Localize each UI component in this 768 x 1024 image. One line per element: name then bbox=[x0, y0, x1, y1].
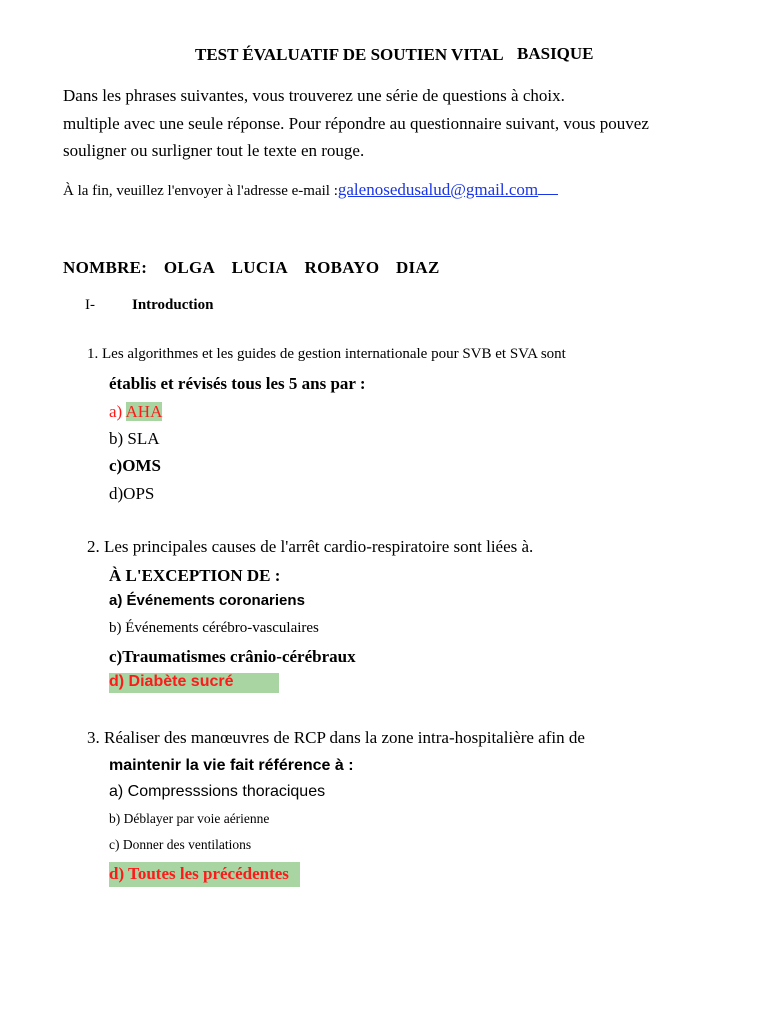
student-name-line bbox=[63, 258, 452, 278]
title-overlap-text: BASIQUE bbox=[517, 44, 594, 63]
question-2-option-a: a) Événements coronariens bbox=[109, 592, 305, 609]
question-2-line-2: À L'EXCEPTION DE : bbox=[109, 566, 281, 585]
email-underline-tail bbox=[538, 180, 558, 195]
question-3-line-2: maintenir la vie fait référence à : bbox=[109, 757, 354, 774]
intro-line-2: multiple avec une seule réponse. Pour répondre au questionnaire suivant, vous pouvez bbox=[63, 114, 649, 133]
question-3-option-a: a) Compresssions thoraciques bbox=[109, 783, 326, 800]
intro-line-3: souligner ou surligner tout le texte en rouge. bbox=[63, 141, 365, 160]
document-title bbox=[195, 44, 594, 65]
question-1-option-c: c)OMS bbox=[109, 456, 161, 475]
email-prefix: À la fin, veuillez l'envoyer à l'adresse e-mail : bbox=[63, 183, 338, 199]
name-third: ROBAYO bbox=[304, 258, 380, 277]
question-3-option-d: d) Toutes les précédentes bbox=[109, 862, 300, 887]
email-link[interactable]: galenosedusalud@gmail.com bbox=[337, 180, 539, 199]
name-first: OLGA bbox=[163, 258, 216, 277]
question-1-option-a bbox=[109, 402, 162, 422]
question-2-option-b: b) Événements cérébro-vasculaires bbox=[109, 620, 319, 636]
name-fourth: DIAZ bbox=[395, 258, 440, 277]
section-title: Introduction bbox=[132, 297, 214, 313]
question-1-option-d: d)OPS bbox=[109, 484, 155, 503]
title-text: TEST ÉVALUATIF DE SOUTIEN VITAL bbox=[195, 45, 504, 64]
answer-highlight: AHA bbox=[125, 402, 163, 421]
question-1-option-b: b) SLA bbox=[109, 429, 160, 448]
name-label: NOMBRE: bbox=[63, 258, 148, 277]
name-second: LUCIA bbox=[231, 258, 288, 277]
question-1-line-1: 1. Les algorithmes et les guides de gestion internationale pour SVB et SVA sont bbox=[87, 346, 566, 362]
email-instruction bbox=[63, 180, 558, 200]
question-1-line-2: établis et révisés tous les 5 ans par : bbox=[109, 374, 366, 393]
option-a-prefix: a) bbox=[109, 402, 126, 421]
question-3-line-1: 3. Réaliser des manœuvres de RCP dans la zone intra-hospitalière afin de bbox=[87, 728, 585, 747]
section-number: I- bbox=[85, 297, 95, 313]
question-3-option-b: b) Déblayer par voie aérienne bbox=[109, 811, 270, 826]
section-heading bbox=[85, 297, 213, 314]
question-2-option-c: c)Traumatismes crânio-cérébraux bbox=[109, 647, 356, 666]
question-2-option-d: d) Diabète sucré bbox=[109, 673, 279, 693]
question-2-line-1: 2. Les principales causes de l'arrêt cardio-respiratoire sont liées à. bbox=[87, 537, 534, 556]
question-3-option-c: c) Donner des ventilations bbox=[109, 837, 252, 852]
intro-line-1: Dans les phrases suivantes, vous trouverez une série de questions à choix. bbox=[63, 86, 565, 105]
